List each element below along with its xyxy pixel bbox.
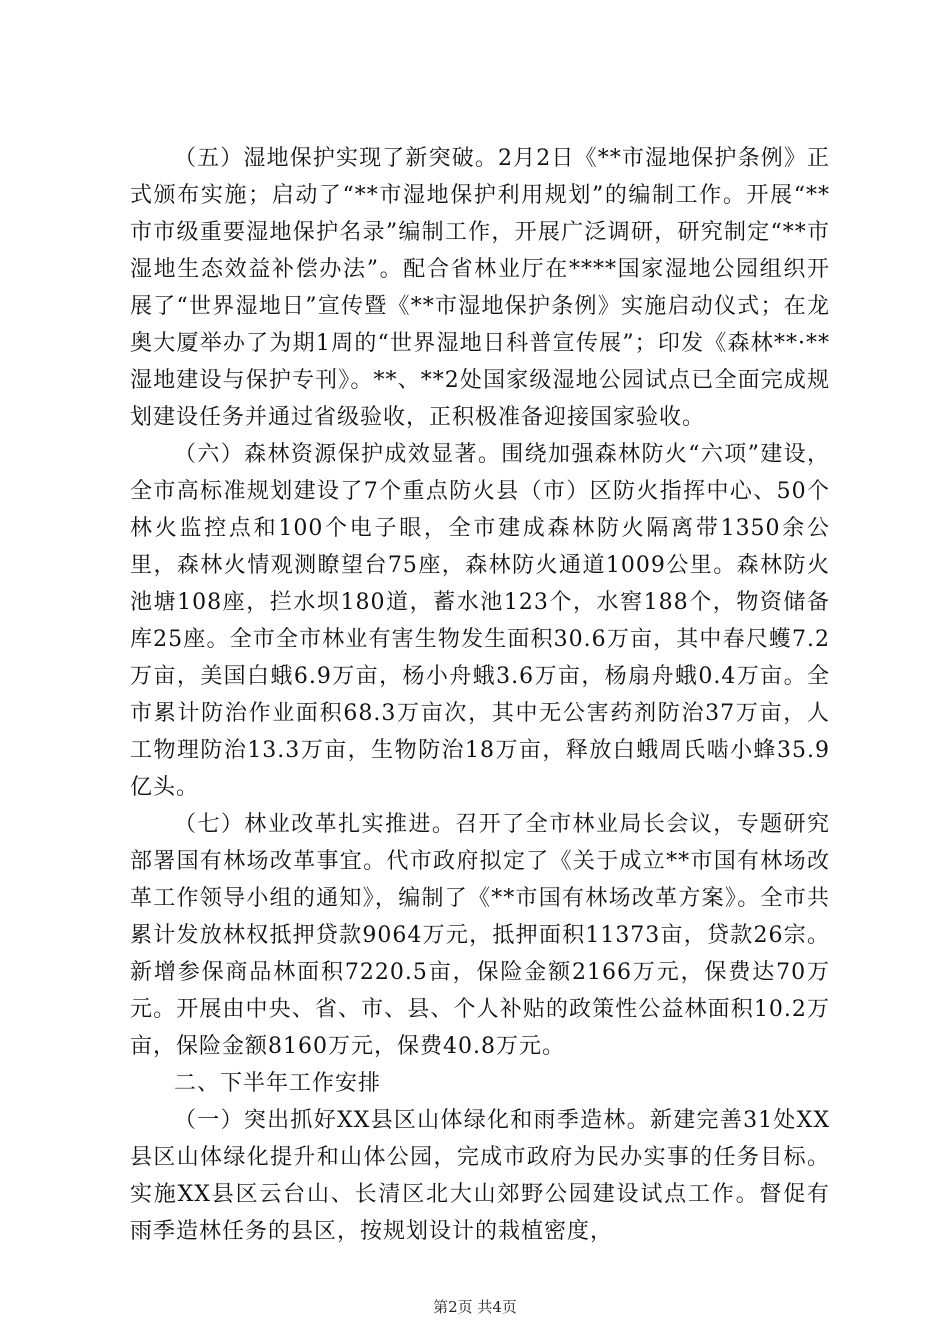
paragraph-wetland-protection: （五）湿地保护实现了新突破。2月2日《**市湿地保护条例》正式颁布实施；启动了“**市湿地保护利用规划”的编制工作。开展“**市市级重要湿地保护名录”编制工作，开展广泛调研，研究制定“**市湿地生态效益补偿办法”。配合省林业厅在****国家湿地公园组织开展了“世界湿地日”宣传暨《**市湿地保护条例》实施启动仪式；在龙奥大厦举办了为期1周的“世界湿地日科普宣传展”；印发《森林**·**湿地建设与保护专刊》。**、**2处国家级湿地公园试点已全面完成规划建设任务并通过省级验收，正积极准备迎接国家验收。 [130,146,830,430]
page-number-footer: 第2页 共4页 [433,1298,517,1316]
section-heading: 二、下半年工作安排 [174,1071,382,1096]
document-body [130,140,830,1250]
paragraph-forest-resource-protection: （六）森林资源保护成效显著。围绕加强森林防火“六项”建设，全市高标准规划建设了7个重点防火县（市）区防火指挥中心、50个林火监控点和100个电子眼，全市建成森林防火隔离带1350余公里，森林火情观测瞭望台75座，森林防火通道1009公里。森林防火池塘108座，拦水坝180道，蓄水池123个，水窖188个，物资储备库25座。全市全市林业有害生物发生面积30.6万亩，其中春尺蠖7.2万亩，美国白蛾6.9万亩，杨小舟蛾3.6万亩，杨扇舟蛾0.4万亩。全市累计防治作业面积68.3万亩次，其中无公害药剂防治37万亩，人工物理防治13.3万亩，生物防治18万亩，释放白蛾周氏啮小蜂35.9亿头。 [130,442,830,800]
paragraph-forestry-reform: （七）林业改革扎实推进。召开了全市林业局长会议，专题研究部署国有林场改革事宜。代市政府拟定了《关于成立**市国有林场改革工作领导小组的通知》，编制了《**市国有林场改革方案》。全市共累计发放林权抵押贷款9064万元，抵押面积11373亩，贷款26宗。新增参保商品林面积7220.5亩，保险金额2166万元，保费达70万元。开展由中央、省、市、县、个人补贴的政策性公益林面积10.2万亩，保险金额8160万元，保费40.8万元。 [130,812,830,1059]
paragraph-mountain-greening: （一）突出抓好XX县区山体绿化和雨季造林。新建完善31处XX县区山体绿化提升和山体公园，完成市政府为民办实事的任务目标。实施XX县区云台山、长清区北大山郊野公园建设试点工作。督促有雨季造林任务的县区，按规划设计的栽植密度， [130,1108,830,1244]
